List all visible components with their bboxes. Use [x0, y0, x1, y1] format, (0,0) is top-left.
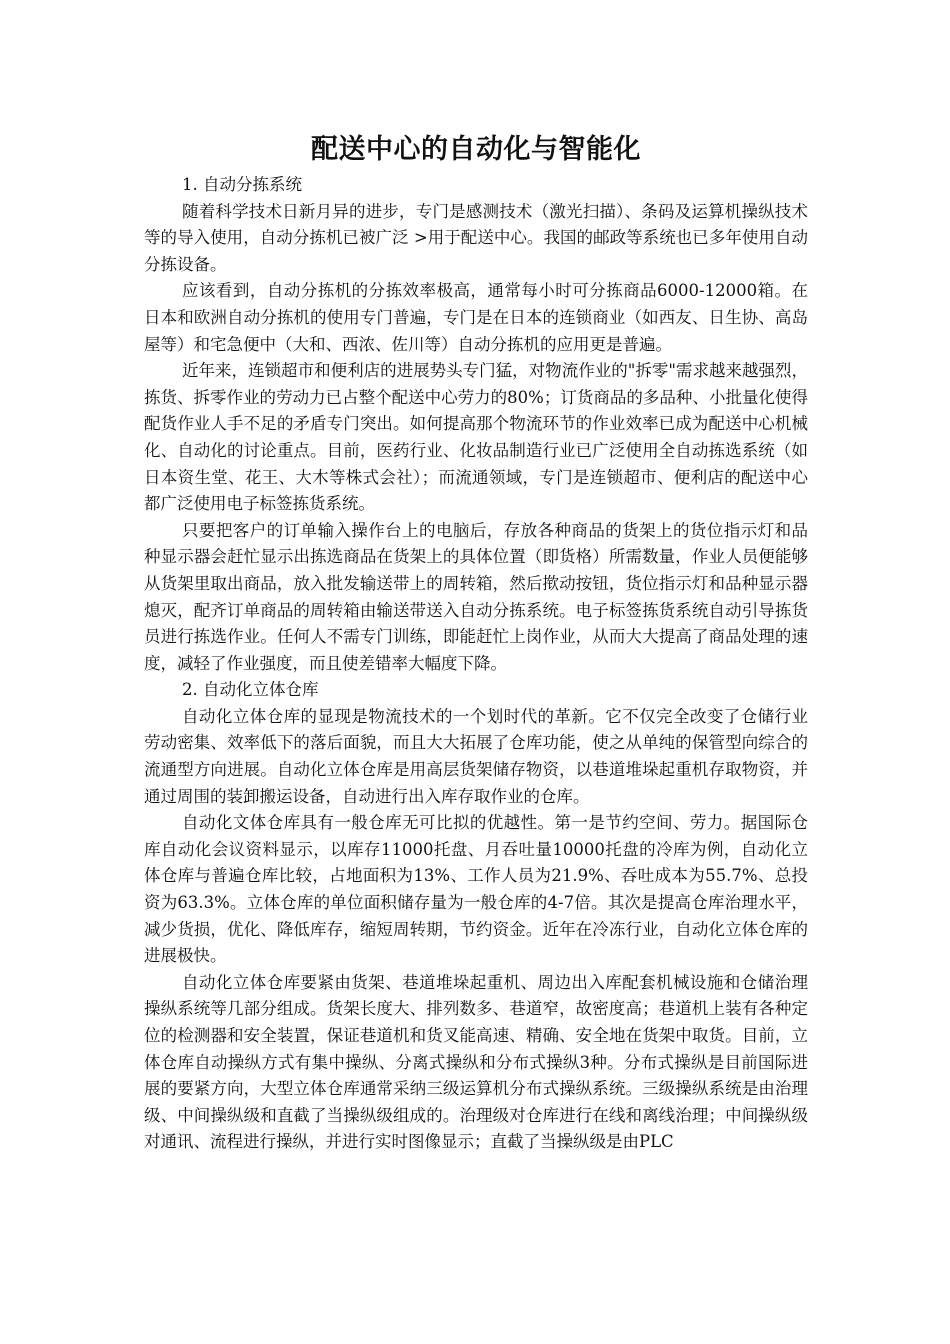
- paragraph: 只要把客户的订单输入操作台上的电脑后，存放各种商品的货架上的货位指示灯和品种显示器会赶忙显示出拣选商品在货架上的具体位置（即货格）所需数量，作业人员便能够从货架里取出商品，放入批发输送带上的周转箱，然后揿动按钮，货位指示灯和品种显示器熄灭，配齐订单商品的周转箱由输送带送入自动分拣系统。电子标签拣货系统自动引导拣货员进行拣选作业。任何人不需专门训练，即能赶忙上岗作业，从而大大提高了商品处理的速度，减轻了作业强度，而且使差错率大幅度下降。: [144, 520, 808, 673]
- section-automatic-sorting: [144, 172, 808, 677]
- section-heading: 2. 自动化立体仓库: [182, 680, 319, 700]
- section-automated-warehouse: [144, 677, 808, 1156]
- paragraph: 应该看到，自动分拣机的分拣效率极高，通常每小时可分拣商品6000-12000箱。在日本和欧洲自动分拣机的使用专门普遍，专门是在日本的连锁商业（如西友、日生协、高岛屋等）和宅急便中（大和、西浓、佐川等）自动分拣机的应用更是普遍。: [144, 281, 808, 354]
- paragraph: 自动化立体仓库要紧由货架、巷道堆垛起重机、周边出入库配套机械设施和仓储治理操纵系统等几部分组成。货架长度大、排列数多、巷道窄，故密度高；巷道机上装有各种定位的检测器和安全装置，保证巷道机和货叉能高速、精确、安全地在货架中取货。目前，立体仓库自动操纵方式有集中操纵、分离式操纵和分布式操纵3种。分布式操纵是目前国际进展的要紧方向，大型立体仓库通常采纳三级运算机分布式操纵系统。三级操纵系统是由治理级、中间操纵级和直截了当操纵级组成的。治理级对仓库进行在线和离线治理；中间操纵级对通讯、流程进行操纵，并进行实时图像显示；直截了当操纵级是由PLC: [144, 972, 808, 1152]
- section-heading: 1. 自动分拣系统: [182, 175, 302, 194]
- paragraph: 近年来，连锁超市和便利店的进展势头专门猛，对物流作业的"拆零"需求越来越强烈，拣货、拆零作业的劳动力已占整个配送中心劳力的80%；订货商品的多品种、小批量化使得配货作业人手不足的矛盾专门突出。如何提高那个物流环节的作业效率已成为配送中心机械化、自动化的讨论重点。目前，医药行业、化妆品制造行业已广泛使用全自动拣选系统（如日本资生堂、花王、大木等株式会社）；而流通领域，专门是连锁超市、便利店的配送中心都广泛使用电子标签拣货系统。: [144, 361, 808, 514]
- paragraph: 随着科学技术日新月异的进步，专门是感测技术（激光扫描）、条码及运算机操纵技术等的导入使用，自动分拣机已被广泛 >用于配送中心。我国的邮政等系统也已多年使用自动分拣设备。: [144, 201, 808, 274]
- page-title: 配送中心的自动化与智能化: [311, 134, 641, 165]
- paragraph: 自动化立体仓库的显现是物流技术的一个划时代的革新。它不仅完全改变了仓储行业劳动密集、效率低下的落后面貌，而且大大拓展了仓库功能，使之从单纯的保管型向综合的流通型方向进展。自动化立体仓库是用高层货架储存物资，以巷道堆垛起重机存取物资，并通过周围的装卸搬运设备，自动进行出入库存取作业的仓库。: [144, 706, 808, 806]
- paragraph: 自动化文体仓库具有一般仓库无可比拟的优越性。第一是节约空间、劳力。据国际仓库自动化会议资料显示，以库存11000托盘、月吞吐量10000托盘的冷库为例，自动化立体仓库与普遍仓库比较，占地面积为13%、工作人员为21.9%、吞吐成本为55.7%、总投资为63.3%。立体仓库的单位面积储存量为一般仓库的4-7倍。其次是提高仓库治理水平，减少货损，优化、降低库存，缩短周转期，节约资金。近年在冷冻行业，自动化立体仓库的进展极快。: [144, 813, 808, 966]
- document-page: [144, 128, 808, 1156]
